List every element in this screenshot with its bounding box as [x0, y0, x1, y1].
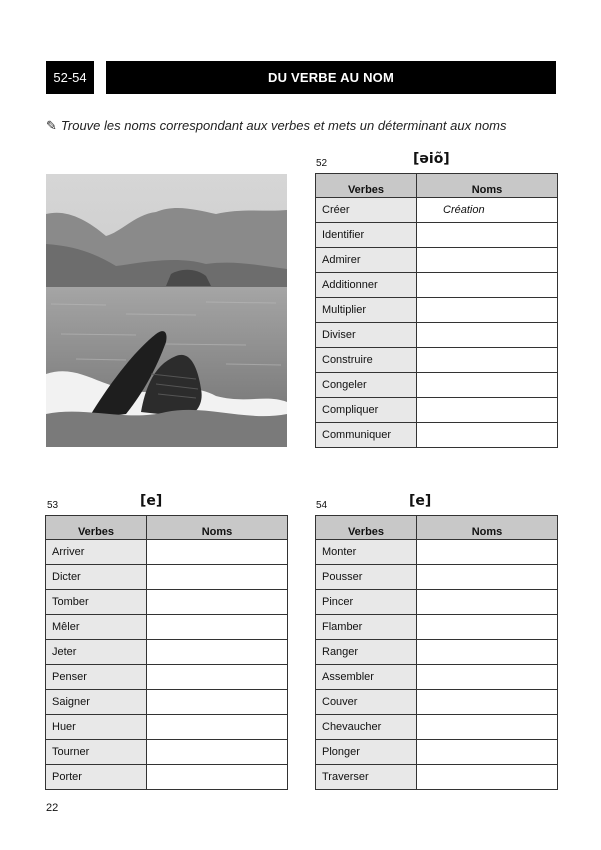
table-row: [46, 615, 288, 640]
table-row: [316, 248, 558, 273]
verb-cell: Construire: [316, 348, 417, 373]
column-header-verbes: Verbes: [316, 516, 417, 540]
table-row: [46, 765, 288, 790]
table-row: [46, 715, 288, 740]
noun-answer-cell[interactable]: [147, 740, 288, 765]
noun-answer-cell[interactable]: [417, 640, 558, 665]
verb-noun-table: [315, 173, 558, 448]
verb-cell: Communiquer: [316, 423, 417, 448]
verb-cell: Monter: [316, 540, 417, 565]
table-row: [316, 323, 558, 348]
verb-cell: Congeler: [316, 373, 417, 398]
exercise-number: 52: [316, 158, 328, 169]
noun-answer-cell[interactable]: [417, 373, 558, 398]
noun-answer-cell[interactable]: [147, 765, 288, 790]
verb-cell: Saigner: [46, 690, 147, 715]
verb-cell: Porter: [46, 765, 147, 790]
table-row: [316, 273, 558, 298]
table-row: [316, 223, 558, 248]
noun-answer-cell[interactable]: [417, 398, 558, 423]
phonetic-label: [e]: [140, 493, 163, 509]
verb-cell: Ranger: [316, 640, 417, 665]
verb-cell: Additionner: [316, 273, 417, 298]
noun-answer-cell[interactable]: [417, 615, 558, 640]
verb-cell: Tourner: [46, 740, 147, 765]
table-row: [316, 348, 558, 373]
verb-cell: Dicter: [46, 565, 147, 590]
noun-answer-cell[interactable]: [147, 590, 288, 615]
table-row: [316, 198, 558, 223]
phonetic-label: [e]: [409, 493, 432, 509]
table-row: [316, 640, 558, 665]
page-number: 22: [46, 802, 59, 814]
verb-cell: Diviser: [316, 323, 417, 348]
noun-answer-cell[interactable]: [147, 665, 288, 690]
noun-answer-cell[interactable]: [417, 298, 558, 323]
exercise-range-badge: 52-54: [46, 61, 94, 94]
table-row: [46, 740, 288, 765]
noun-answer-cell[interactable]: [417, 665, 558, 690]
table-row: [316, 615, 558, 640]
instruction: [46, 118, 566, 134]
exercise-number: 53: [47, 500, 59, 511]
table-row: [46, 665, 288, 690]
noun-answer-cell[interactable]: [147, 565, 288, 590]
table-row: [316, 665, 558, 690]
noun-answer-cell[interactable]: [417, 540, 558, 565]
column-header-noms: Noms: [417, 516, 558, 540]
column-header-noms: Noms: [417, 174, 558, 198]
table-row: [316, 715, 558, 740]
verb-cell: Penser: [46, 665, 147, 690]
noun-answer-cell[interactable]: [147, 715, 288, 740]
verb-cell: Créer: [316, 198, 417, 223]
table-row: [316, 540, 558, 565]
verb-cell: Tomber: [46, 590, 147, 615]
table-row: [316, 398, 558, 423]
table-row: [46, 565, 288, 590]
noun-answer-cell[interactable]: [417, 273, 558, 298]
verb-noun-table: [315, 515, 558, 790]
verb-cell: Pousser: [316, 565, 417, 590]
verb-cell: Arriver: [46, 540, 147, 565]
instruction-text: Trouve les noms correspondant aux verbes et mets un déterminant aux noms: [60, 118, 507, 133]
table-row: [316, 373, 558, 398]
table-row: [46, 590, 288, 615]
noun-answer-cell[interactable]: Création: [417, 198, 558, 223]
page-title: DU VERBE AU NOM: [106, 61, 556, 94]
column-header-verbes: Verbes: [46, 516, 147, 540]
verb-cell: Mêler: [46, 615, 147, 640]
verb-cell: Jeter: [46, 640, 147, 665]
noun-answer-cell[interactable]: [417, 348, 558, 373]
table-row: [316, 690, 558, 715]
table-row: [316, 590, 558, 615]
verb-cell: Compliquer: [316, 398, 417, 423]
verb-cell: Pincer: [316, 590, 417, 615]
whale-photo: [46, 174, 287, 447]
noun-answer-cell[interactable]: [417, 565, 558, 590]
noun-answer-cell[interactable]: [417, 248, 558, 273]
noun-answer-cell[interactable]: [147, 615, 288, 640]
verb-cell: Multiplier: [316, 298, 417, 323]
verb-cell: Couver: [316, 690, 417, 715]
table-row: [316, 298, 558, 323]
noun-answer-cell[interactable]: [417, 323, 558, 348]
verb-cell: Chevaucher: [316, 715, 417, 740]
noun-answer-cell[interactable]: [417, 223, 558, 248]
table-row: [316, 765, 558, 790]
column-header-verbes: Verbes: [316, 174, 417, 198]
column-header-noms: Noms: [147, 516, 288, 540]
verb-cell: Assembler: [316, 665, 417, 690]
exercise-number: 54: [316, 500, 328, 511]
noun-answer-cell[interactable]: [417, 715, 558, 740]
noun-answer-cell[interactable]: [417, 590, 558, 615]
table-row: [316, 565, 558, 590]
verb-cell: Identifier: [316, 223, 417, 248]
verb-cell: Huer: [46, 715, 147, 740]
table-row: [316, 740, 558, 765]
table-row: [316, 423, 558, 448]
noun-answer-cell[interactable]: [417, 740, 558, 765]
noun-answer-cell[interactable]: [417, 423, 558, 448]
noun-answer-cell[interactable]: [147, 690, 288, 715]
verb-noun-table: [45, 515, 288, 790]
table-row: [46, 690, 288, 715]
noun-answer-cell[interactable]: [417, 765, 558, 790]
table-row: [46, 640, 288, 665]
noun-answer-cell[interactable]: [417, 690, 558, 715]
noun-answer-cell[interactable]: [147, 540, 288, 565]
verb-cell: Traverser: [316, 765, 417, 790]
verb-cell: Plonger: [316, 740, 417, 765]
verb-cell: Flamber: [316, 615, 417, 640]
table-row: [46, 540, 288, 565]
phonetic-label: [əiõ]: [413, 151, 450, 167]
verb-cell: Admirer: [316, 248, 417, 273]
noun-answer-cell[interactable]: [147, 640, 288, 665]
pencil-icon: ✎: [46, 119, 57, 134]
